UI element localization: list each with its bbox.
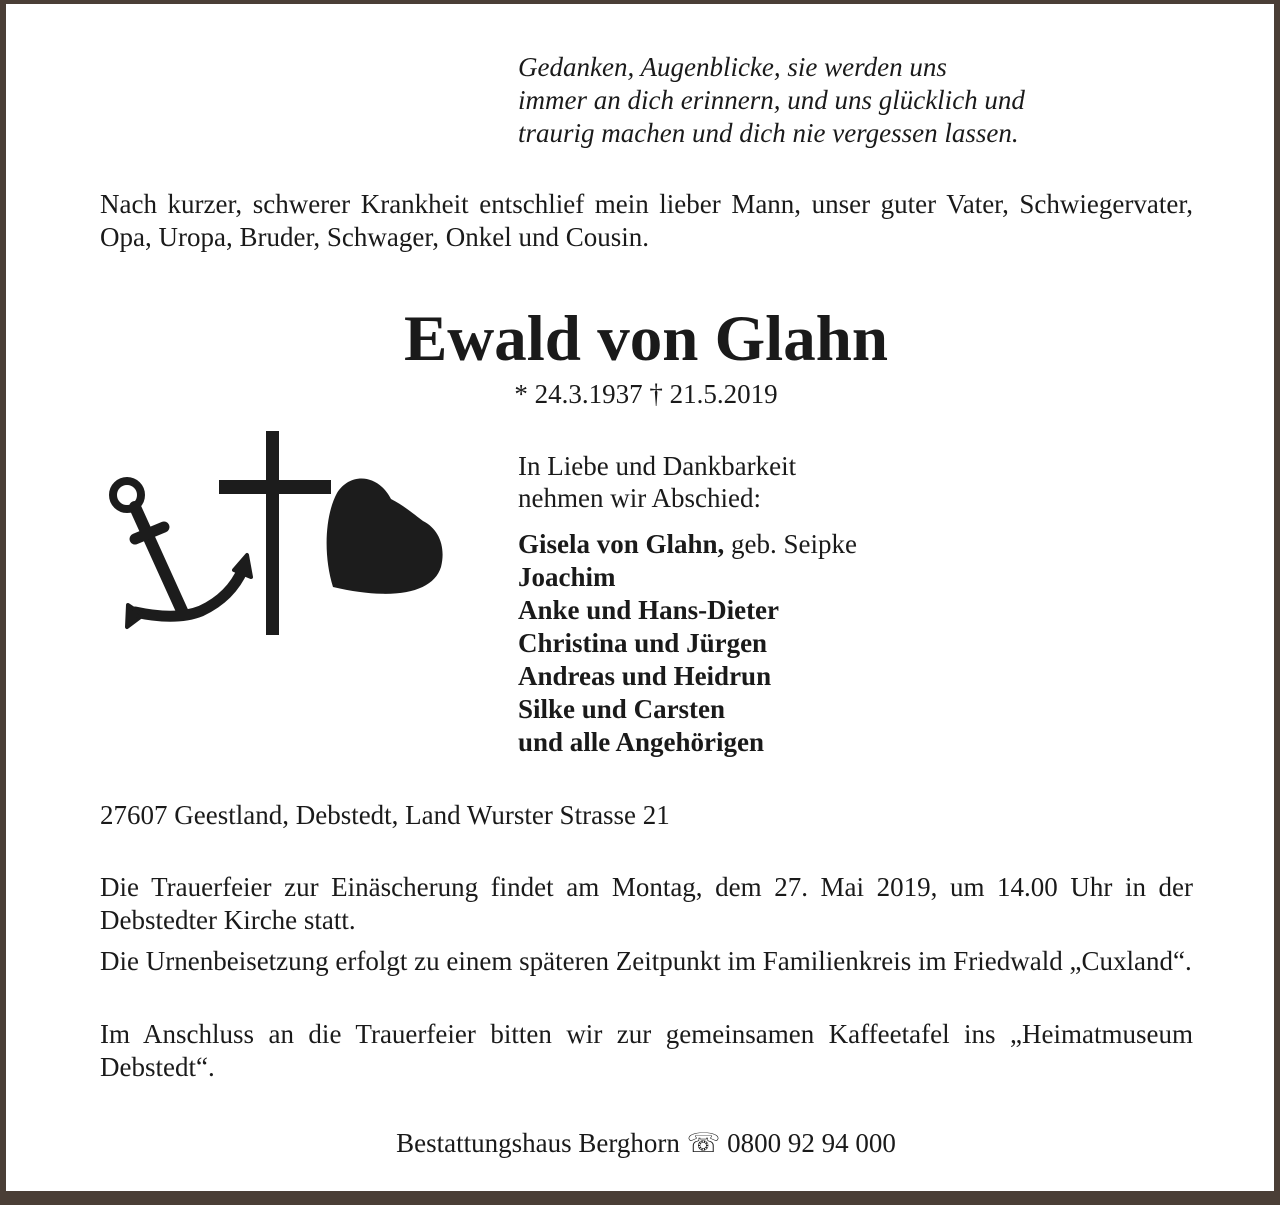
anchor-icon xyxy=(113,481,251,627)
mourner-spouse-maiden-name: geb. Seipke xyxy=(724,529,858,559)
mourner-spouse-name: Gisela von Glahn, xyxy=(518,529,725,559)
quote-line: immer an dich erinnern, und uns glücklich und xyxy=(518,85,1025,115)
memorial-quote xyxy=(518,51,1218,150)
heart-icon xyxy=(327,479,443,594)
mourner-row xyxy=(518,726,1118,759)
mourners-list xyxy=(518,528,1118,759)
farewell-line: nehmen wir Abschied: xyxy=(518,483,761,513)
urn-burial-paragraph: Die Urnenbeisetzung erfolgt zu einem späteren Zeitpunkt im Familienkreis im Friedwald „Cuxland“. xyxy=(100,946,1192,976)
mourner-name: Christina und Jürgen xyxy=(518,628,768,658)
quote-line: Gedanken, Augenblicke, sie werden uns xyxy=(518,52,947,82)
mourner-row xyxy=(518,561,1118,594)
farewell-line: In Liebe und Dankbarkeit xyxy=(518,451,797,481)
family-address: 27607 Geestland, Debstedt, Land Wurster Strasse 21 xyxy=(100,800,670,830)
mourner-name: Joachim xyxy=(518,562,616,592)
cross-icon xyxy=(219,431,331,635)
mourner-name: und alle Angehörigen xyxy=(518,727,765,757)
life-dates: * 24.3.1937 † 21.5.2019 xyxy=(514,379,778,409)
mourner-name: Andreas und Heidrun xyxy=(518,661,772,691)
mourner-name: Anke und Hans-Dieter xyxy=(518,595,780,625)
mourner-spouse xyxy=(518,528,1118,561)
quote-line: traurig machen und dich nie vergessen lassen. xyxy=(518,118,1019,148)
coffee-reception-paragraph: Im Anschluss an die Trauerfeier bitten wir zur gemeinsamen Kaffeetafel ins „Heimatmuseum Debstedt“. xyxy=(100,1019,1193,1082)
faith-hope-love-symbols xyxy=(101,429,451,644)
funeral-home-contact: Bestattungshaus Berghorn ☏ 0800 92 94 000 xyxy=(396,1128,896,1158)
mourner-row xyxy=(518,594,1118,627)
mourner-name: Silke und Carsten xyxy=(518,694,726,724)
farewell-text xyxy=(518,450,1018,514)
deceased-name: Ewald von Glahn xyxy=(403,303,889,375)
announcement-intro: Nach kurzer, schwerer Krankheit entschlief mein lieber Mann, unser guter Vater, Schwiegervater, Opa, Uropa, Bruder, Schwager, Onkel und Cousin. xyxy=(100,189,1193,252)
mourner-row xyxy=(518,693,1118,726)
mourner-row xyxy=(518,660,1118,693)
mourner-row xyxy=(518,627,1118,660)
funeral-service-paragraph: Die Trauerfeier zur Einäscherung findet am Montag, dem 27. Mai 2019, um 14.00 Uhr in der Debstedter Kirche statt. xyxy=(100,872,1193,935)
